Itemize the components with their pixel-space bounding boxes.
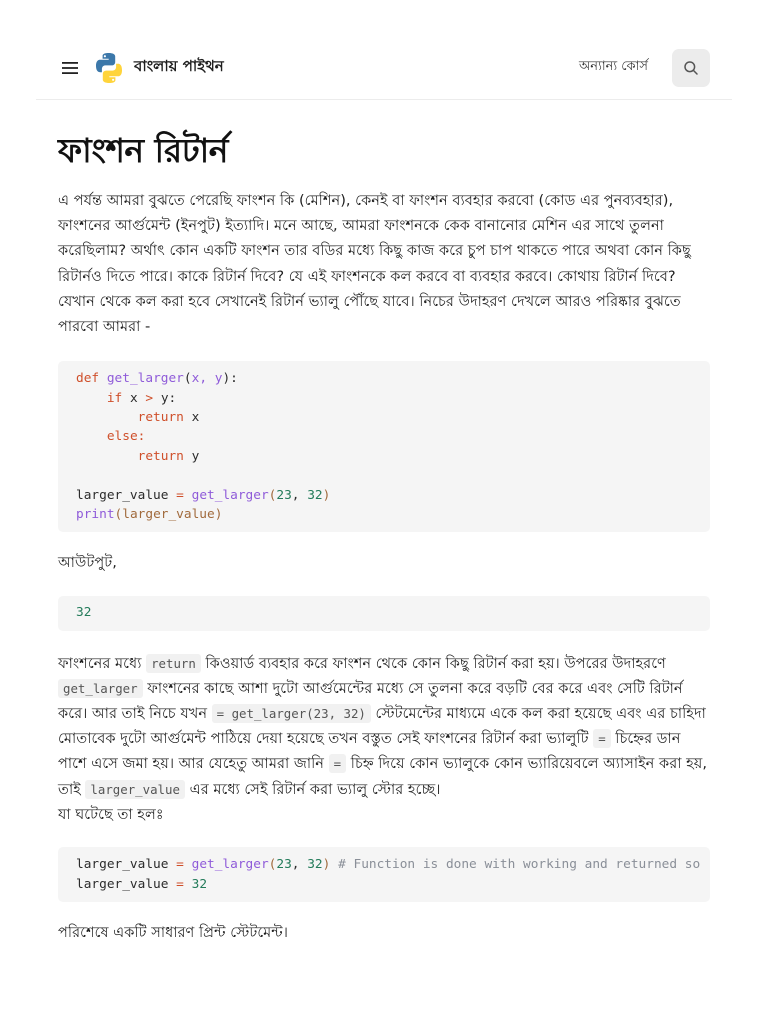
code-token: get_larger xyxy=(191,487,269,503)
code-token: larger_value xyxy=(122,507,215,523)
code-token: y xyxy=(191,448,200,464)
code-token: x, y xyxy=(191,371,223,387)
code-token: = xyxy=(176,876,184,892)
inline-code: larger_value xyxy=(85,780,185,799)
search-button[interactable] xyxy=(672,49,710,87)
code-token: 23 xyxy=(276,857,292,873)
code-token: y: xyxy=(160,390,177,406)
output-label: আউটপুট, xyxy=(58,554,117,572)
code-token: def xyxy=(76,371,100,387)
code-token: if xyxy=(106,390,123,406)
code-block-trace[interactable]: larger_value = get_larger(23, 32) # Function is done with working and returned so larger_value = 32 xyxy=(58,847,710,902)
code-token: return xyxy=(137,448,184,464)
code-token: 32 xyxy=(307,857,323,873)
code-token: larger_value xyxy=(76,487,169,503)
code-token: > xyxy=(145,390,154,406)
text-run: কিওয়ার্ড ব্যবহার করে ফাংশন থেকে কোন কিছু রিটার্ন করা হয়। উপরের উদাহরণে xyxy=(200,654,666,672)
code-token: return xyxy=(137,410,184,426)
explanation-paragraph xyxy=(58,651,710,802)
other-courses-link[interactable]: অন্যান্য কোর্স xyxy=(579,59,648,74)
text-run: চিহ্ন দিয়ে কোন ভ্যালুকে কোন ভ্যারিয়েবলে অ্যাসাইন করা হয়, তাই xyxy=(58,755,708,798)
text-run: চিহ্নের ডান পাশে এসে জমা হয়। আর যেহেতু আমরা জানি xyxy=(58,730,681,773)
code-comment: # Function is done with working and returned so xyxy=(338,857,701,873)
page-title: ফাংশন রিটার্ন xyxy=(58,131,228,170)
search-icon xyxy=(683,60,699,76)
inline-code: = xyxy=(593,729,610,748)
text-run: এর মধ্যে সেই রিটার্ন করা ভ্যালু স্টোর হচ্ছে। xyxy=(184,780,441,798)
code-token: = xyxy=(176,857,184,873)
what-happened-label: যা ঘটেছে তা হলঃ xyxy=(58,805,164,823)
code-token: 32 xyxy=(191,876,208,892)
code-token: x xyxy=(191,410,200,426)
code-token: = xyxy=(176,487,184,503)
code-block-function: def get_larger(x, y): if x > y: return x else: return y larger_value = get_larger(23, 32) print(larger_value) xyxy=(58,361,710,532)
code-token: get_larger xyxy=(191,857,269,873)
hamburger-menu-icon xyxy=(61,61,79,75)
menu-button[interactable] xyxy=(52,50,88,86)
output-block xyxy=(58,596,710,631)
code-token: 32 xyxy=(307,487,323,503)
code-token: larger_value xyxy=(76,876,169,892)
code-token: 23 xyxy=(276,487,292,503)
text-run: ফাংশনের মধ্যে xyxy=(58,654,147,672)
output-value: 32 xyxy=(76,604,92,620)
inline-code: = xyxy=(329,754,346,773)
code-token: get_larger xyxy=(106,371,184,387)
final-paragraph: পরিশেষে একটি সাধারণ প্রিন্ট স্টেটমেন্ট। xyxy=(58,923,288,941)
code-token: x xyxy=(129,390,138,406)
intro-paragraph: এ পর্যন্ত আমরা বুঝতে পেরেছি ফাংশন কি (মেশিন), কেনই বা ফাংশন ব্যবহার করবো (কোড এর পুনব্যবহার), ফাংশনের আর্গুমেন্ট (ইনপুট) ইত্যাদি। মনে আছে, আমরা ফাংশনকে কেক বানানোর মেশিন এর সাথে তুলনা করেছিলাম? অর্থাৎ কোন একটি ফাংশন তার বডির মধ্যে কিছু কাজ করে চুপ চাপ থাকতে পারে অথবা কোন কিছু রিটার্নও দিতে পারে। কাকে রিটার্ন দিবে? যে এই ফাংশনকে কল করবে বা ব্যবহার করবে। কোথায় রিটার্ন দিবে? যেখান থেকে কল করা হবে সেখানেই রিটার্ন ভ্যালু পৌঁছে যাবে। নিচের উদাহরণ দেখলে আরও পরিষ্কার বুঝতে পারবো আমরা - xyxy=(58,192,691,336)
code-token: print xyxy=(76,507,115,523)
inline-code: = get_larger(23, 32) xyxy=(212,704,371,723)
main-content xyxy=(58,120,710,945)
code-token: else: xyxy=(106,429,146,445)
inline-code: get_larger xyxy=(58,679,143,698)
code-token: larger_value xyxy=(76,857,169,873)
python-logo-icon[interactable] xyxy=(92,51,126,85)
top-header xyxy=(36,36,732,100)
text-run: স্টেটমেন্টের মাধ্যমে একে কল করা হয়েছে এবং এর চাহিদা মোতাবেক দুটো আর্গুমেন্ট পাঠিয়ে দেয়া হয়েছে তখন বস্তুত সেই ফাংশনের রিটার্ন করা ভ্যালুটি xyxy=(58,705,706,748)
text-run: ফাংশনের কাছে আশা দুটো আর্গুমেন্টের মধ্যে সে তুলনা করে বড়টি বের করে এবং সেটি রিটার্ন করে। আর তাই নিচে যখন xyxy=(58,679,683,723)
brand-title[interactable]: বাংলায় পাইথন xyxy=(134,57,224,75)
inline-code: return xyxy=(146,654,201,673)
